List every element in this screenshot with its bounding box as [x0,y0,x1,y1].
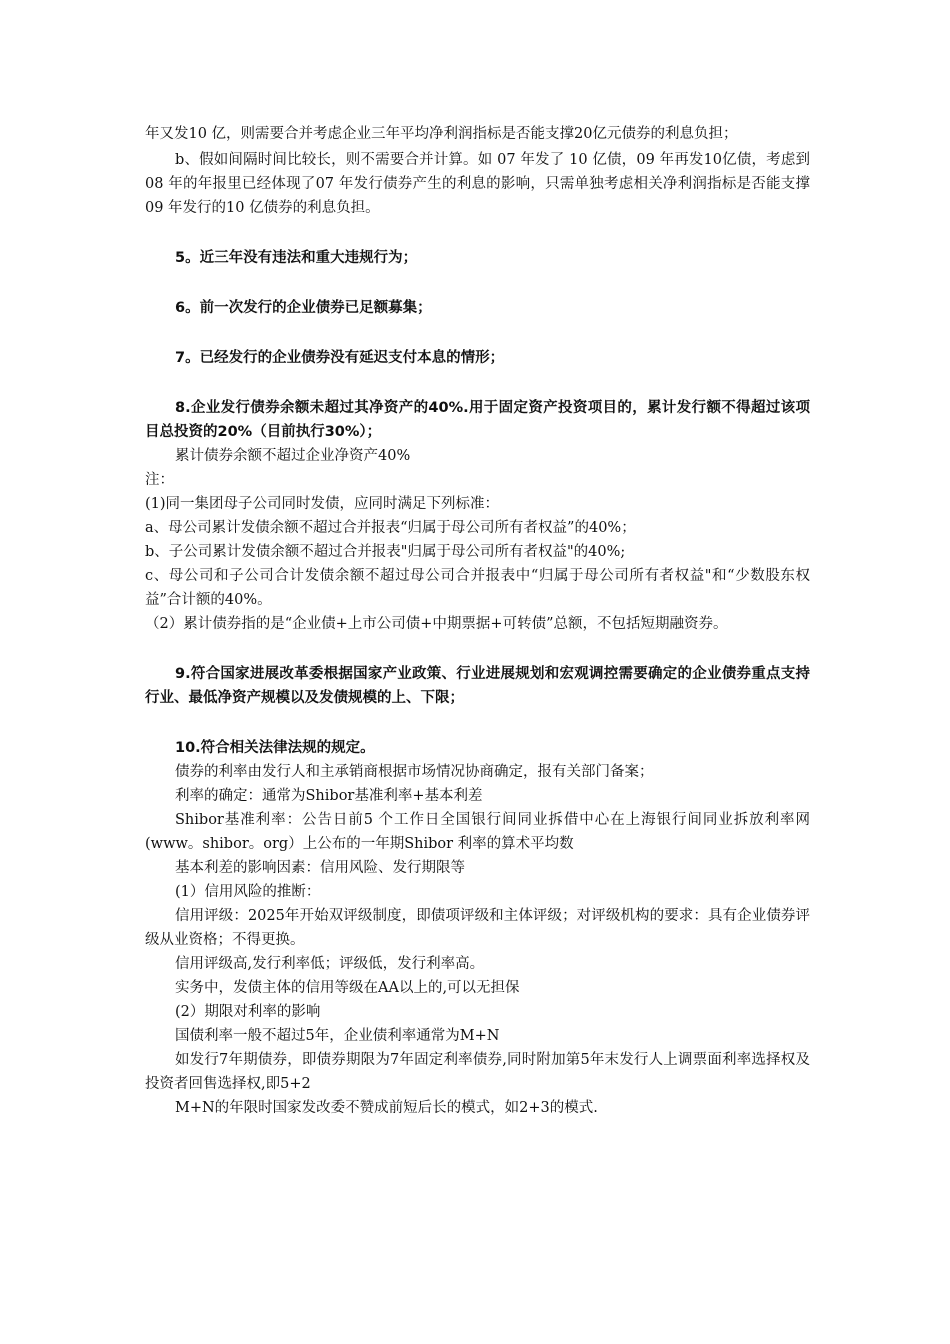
paragraph-case-b: b、假如间隔时间比较长，则不需要合并计算。如 07 年发了 10 亿债，09 年再发10亿债，考虑到08 年的年报里已经体现了07 年发行债券产生的利息的影响，只需单独考虑相关净利润指标是否能支撑09 年发行的10 亿债券的利息负担。 [145,152,810,216]
heading-item-7: 7。已经发行的企业债券没有延迟支付本息的情形； [175,350,505,366]
paragraph-interest-burden: 年又发10 亿，则需要合并考虑企业三年平均净利润指标是否能支撑20亿元债券的利息负担； [145,126,738,142]
paragraph-rate-negotiation: 债券的利率由发行人和主承销商根据市场情况协商确定，报有关部门备案； [175,764,654,780]
paragraph-spread-factors: 基本利差的影响因素：信用风险、发行期限等 [175,860,465,876]
heading-item-9: 9.符合国家进展改革委根据国家产业政策、行业进展规划和宏观调控需要确定的企业债券重点支持行业、最低净资产规模以及发债规模的上、下限； [145,666,810,706]
heading-item-5: 5。近三年没有违法和重大违规行为； [175,250,418,266]
paragraph-note-1c: c、母公司和子公司合计发债余额不超过母公司合并报表中“归属于母公司所有者权益"和“少数股东权益”合计额的40%。 [145,568,810,608]
paragraph-note-2: （2）累计债券指的是“企业债+上市公司债+中期票据+可转债”总额，不包括短期融资券。 [145,616,728,632]
paragraph-note-label: 注： [145,472,174,488]
heading-item-6: 6。前一次发行的企业债券已足额募集； [175,300,432,316]
paragraph-term-example: 如发行7年期债券，即债券期限为7年固定利率债券,同时附加第5年末发行人上调票面利率选择权及投资者回售选择权,即5+2 [145,1052,810,1092]
paragraph-term-heading: (2）期限对利率的影响 [175,1004,321,1020]
heading-item-8: 8.企业发行债券余额未超过其净资产的40%.用于固定资产投资项目的，累计发行额不得超过该项目总投资的20%（目前执行30%）； [145,400,810,440]
heading-item-10: 10.符合相关法律法规的规定。 [175,740,375,756]
paragraph-note-1b: b、子公司累计发债余额不超过合并报表"归属于母公司所有者权益"的40%; [145,544,626,560]
paragraph-term-mn: 国债利率一般不超过5年，企业债利率通常为M+N [175,1028,500,1044]
paragraph-rating-effect: 信用评级高,发行利率低；评级低，发行利率高。 [175,956,485,972]
paragraph-shibor-definition: Shibor基准利率：公告日前5 个工作日全国银行间同业拆借中心在上海银行间同业拆放利率网(www。shibor。org）上公布的一年期Shibor 利率的算术平均数 [145,812,810,852]
paragraph-guarantee: 实务中，发债主体的信用等级在AA以上的,可以无担保 [175,980,520,996]
paragraph-note-1a: a、母公司累计发债余额不超过合并报表“归属于母公司所有者权益”的40%； [145,520,636,536]
paragraph-term-policy: M+N的年限时国家发改委不赞成前短后长的模式，如2+3的模式. [175,1100,598,1116]
paragraph-credit-rating: 信用评级：2025年开始双评级制度，即债项评级和主体评级；对评级机构的要求：具有企业债券评级从业资格；不得更换。 [145,908,810,948]
paragraph-note-1: (1)同一集团母子公司同时发债，应同时满足下列标准： [145,496,500,512]
paragraph-rate-determination: 利率的确定：通常为Shibor基准利率+基本利差 [175,788,483,804]
paragraph-credit-risk-heading: (1）信用风险的推断： [175,884,321,900]
paragraph-cumulative-balance: 累计债券余额不超过企业净资产40% [175,448,411,464]
